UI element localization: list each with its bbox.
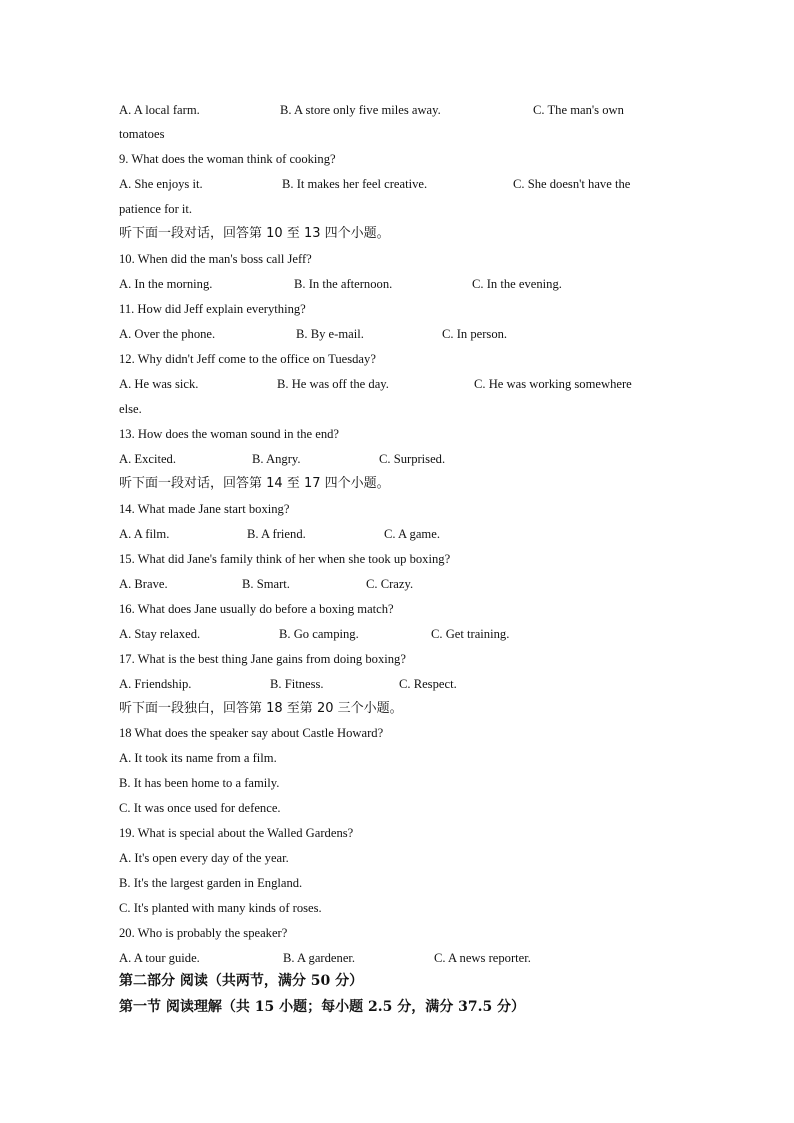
q19-option-c: C. It's planted with many kinds of roses.	[119, 901, 322, 915]
q18-option-c: C. It was once used for defence.	[119, 801, 281, 815]
q8-option-a: A. A local farm.	[119, 103, 200, 117]
section-instruction-14-17: 听下面一段对话，回答第 14 至 17 四个小题。	[119, 476, 390, 491]
q13-option-c: C. Surprised.	[379, 452, 446, 466]
q13-option-a: A. Excited.	[119, 452, 177, 466]
q16-option-a: A. Stay relaxed.	[119, 627, 201, 641]
q9-option-a: A. She enjoys it.	[119, 177, 203, 191]
q11-option-b: B. By e-mail.	[296, 327, 364, 341]
q12-option-c: C. He was working somewhere	[474, 377, 632, 391]
q14-option-b: B. A friend.	[247, 527, 306, 541]
q10-option-b: B. In the afternoon.	[294, 277, 393, 291]
q12-option-c-cont: else.	[119, 402, 142, 416]
question-13: 13. How does the woman sound in the end?	[119, 427, 340, 441]
q8-option-c: C. The man's own	[533, 103, 624, 117]
q16-option-b: B. Go camping.	[279, 627, 359, 641]
part-two-heading: 第二部分 阅读（共两节，满分 50 分）	[119, 973, 364, 989]
section-instruction-10-13: 听下面一段对话，回答第 10 至 13 四个小题。	[119, 226, 390, 241]
question-16: 16. What does Jane usually do before a boxing match?	[119, 602, 394, 616]
q17-option-a: A. Friendship.	[119, 677, 192, 691]
q18-option-a: A. It took its name from a film.	[119, 751, 277, 765]
q11-option-c: C. In person.	[442, 327, 508, 341]
q8-option-c-cont: tomatoes	[119, 127, 165, 141]
section-instruction-18-20: 听下面一段独白，回答第 18 至第 20 三个小题。	[119, 701, 403, 716]
q9-option-c-cont: patience for it.	[119, 202, 193, 216]
q9-option-b: B. It makes her feel creative.	[282, 177, 428, 191]
q8-option-b: B. A store only five miles away.	[280, 103, 441, 117]
question-17: 17. What is the best thing Jane gains from doing boxing?	[119, 652, 406, 666]
question-11: 11. How did Jeff explain everything?	[119, 302, 306, 316]
q14-option-a: A. A film.	[119, 527, 170, 541]
q13-option-b: B. Angry.	[252, 452, 301, 466]
question-10: 10. When did the man's boss call Jeff?	[119, 252, 312, 266]
question-19: 19. What is special about the Walled Gardens?	[119, 826, 354, 840]
section-one-heading: 第一节 阅读理解（共 15 小题；每小题 2.5 分，满分 37.5 分）	[119, 999, 526, 1015]
question-14: 14. What made Jane start boxing?	[119, 502, 290, 516]
q17-option-b: B. Fitness.	[270, 677, 324, 691]
q15-option-a: A. Brave.	[119, 577, 168, 591]
q10-option-a: A. In the morning.	[119, 277, 213, 291]
q19-option-b: B. It's the largest garden in England.	[119, 876, 303, 890]
q19-option-a: A. It's open every day of the year.	[119, 851, 289, 865]
question-18: 18 What does the speaker say about Castle Howard?	[119, 726, 384, 740]
question-20: 20. Who is probably the speaker?	[119, 926, 288, 940]
q20-option-a: A. A tour guide.	[119, 951, 200, 965]
q20-option-c: C. A news reporter.	[434, 951, 531, 965]
q17-option-c: C. Respect.	[399, 677, 457, 691]
question-9: 9. What does the woman think of cooking?	[119, 152, 336, 166]
question-15: 15. What did Jane's family think of her when she took up boxing?	[119, 552, 451, 566]
q10-option-c: C. In the evening.	[472, 277, 562, 291]
q20-option-b: B. A gardener.	[283, 951, 356, 965]
q9-option-c: C. She doesn't have the	[513, 177, 631, 191]
q12-option-b: B. He was off the day.	[277, 377, 389, 391]
q16-option-c: C. Get training.	[431, 627, 510, 641]
q18-option-b: B. It has been home to a family.	[119, 776, 280, 790]
q11-option-a: A. Over the phone.	[119, 327, 216, 341]
question-12: 12. Why didn't Jeff come to the office on Tuesday?	[119, 352, 376, 366]
q15-option-b: B. Smart.	[242, 577, 290, 591]
q12-option-a: A. He was sick.	[119, 377, 199, 391]
q14-option-c: C. A game.	[384, 527, 440, 541]
q15-option-c: C. Crazy.	[366, 577, 414, 591]
